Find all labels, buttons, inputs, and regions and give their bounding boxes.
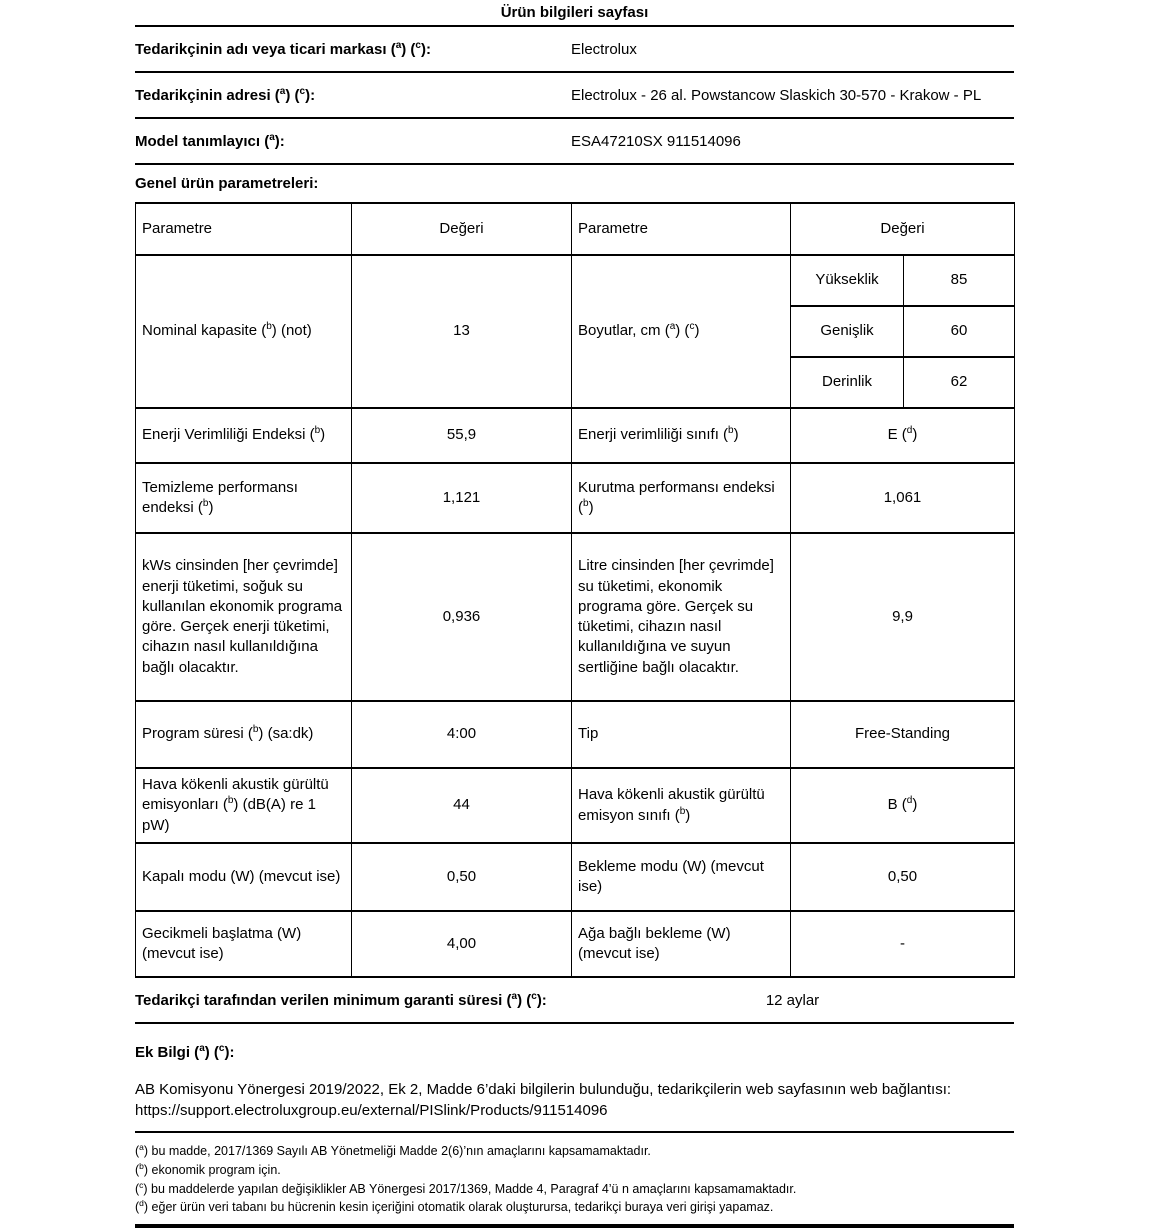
cleaning-index-value: 1,121 [352,463,572,533]
guarantee-row [135,978,1014,1024]
additional-info-text: AB Komisyonu Yönergesi 2019/2022, Ek 2, Madde 6’daki bilgilerin bulunduğu, tedarikçilerin web sayfasının web bağlantısı: https://support.electroluxgroup.eu/external/PISlink/Products/911514096 [135,1079,1014,1133]
footnote-c: ($^c$) bu maddelerde yapılan değişiklikler AB Yönergesi 2017/1369, Madde 4, Paragraf 4’ü n amaçlarını kapsamamaktadır. [135,1179,797,1196]
programme-duration-label: Program süresi ($^b$) (sa:dk) [136,701,352,768]
dimension-height-label: Yükseklik [791,255,904,306]
nominal-capacity-value: 13 [352,255,572,408]
standby-mode-value: 0,50 [791,843,1015,911]
footnote-d: ($^d$) eğer ürün veri tabanı bu hücrenin kesin içeriğini otomatik olarak oluşturursa, tedarikçi buraya veri girişi yapamaz. [135,1198,774,1215]
table-row-noise [136,768,1015,843]
energy-class-label: Enerji verimliliği sınıfı ($^b$) [572,408,791,463]
table-row-performance-index [136,463,1015,533]
off-mode-label: Kapalı modu (W) (mevcut ise) [136,843,352,911]
table-row-off-standby [136,843,1015,911]
programme-duration-value: 4:00 [352,701,572,768]
noise-emissions-label: Hava kökenli akustik gürültü emisyonları ($^b$) (dB(A) re 1 pW) [136,768,352,843]
supplier-address-value: Electrolux - 26 al. Powstancow Slaskich 30-570 - Krakow - PL [571,86,982,104]
table-row-duration-type [136,701,1015,768]
supplier-address-row [135,73,1014,119]
dimension-height-value: 85 [904,255,1015,306]
type-value: Free-Standing [791,701,1015,768]
cleaning-index-label: Temizleme performansı endeksi ($^b$) [136,463,352,533]
model-identifier-label: Model tanımlayıcı ($^a$): [135,131,285,150]
bottom-rule [135,1224,1014,1228]
drying-index-label: Kurutma performansı endeksi ($^b$) [572,463,791,533]
water-consumption-label: Litre cinsinden [her çevrimde] su tüketimi, ekonomik programa göre. Gerçek su tüketimi, cihazın nasıl kullanıldığına ve suyun sertliğine bağlı olacaktır. [572,533,791,701]
supplier-address-label: Tedarikçinin adresi ($^a$) ($^c$): [135,85,316,104]
standby-mode-label: Bekleme modu (W) (mevcut ise) [572,843,791,911]
eei-value: 55,9 [352,408,572,463]
general-parameters-heading: Genel ürün parametreleri: [135,175,319,192]
off-mode-value: 0,50 [352,843,572,911]
footnote-a: ($^a$) bu madde, 2017/1369 Sayılı AB Yönetmeliği Madde 2(6)’nın amaçlarını kapsamamaktadır. [135,1141,651,1158]
header-parametre-left: Parametre [136,203,352,255]
table-row-energy-index [136,408,1015,463]
dimension-width-label: Genişlik [791,306,904,357]
table-header-row [136,203,1015,255]
nominal-capacity-label: Nominal kapasite ($^b$) (not) [136,255,352,408]
energy-consumption-value: 0,936 [352,533,572,701]
supplier-name-label: Tedarikçinin adı veya ticari markası ($^a$) ($^c$): [135,39,431,58]
additional-info-heading: Ek Bilgi ($^a$) ($^c$): [135,1043,235,1061]
networked-standby-label: Ağa bağlı bekleme (W) (mevcut ise) [572,911,791,977]
footnote-b: ($^b$) ekonomik program için. [135,1160,281,1177]
guarantee-value: 12 aylar [765,991,820,1009]
supplier-name-row [135,27,1014,73]
delay-start-label: Gecikmeli başlatma (W) (mevcut ise) [136,911,352,977]
drying-index-value: 1,061 [791,463,1015,533]
guarantee-label: Tedarikçi tarafından verilen minimum garanti süresi ($^a$) ($^c$): [135,990,547,1009]
table-row-capacity-dimensions [136,255,1015,306]
table-row-consumption [136,533,1015,701]
networked-standby-value: - [791,911,1015,977]
header-degeri-right: Değeri [791,203,1015,255]
noise-emissions-value: 44 [352,768,572,843]
dimension-depth-label: Derinlik [791,357,904,408]
model-identifier-value: ESA47210SX 911514096 [571,132,741,150]
dimensions-label: Boyutlar, cm ($^a$) ($^c$) [572,255,791,408]
water-consumption-value: 9,9 [791,533,1015,701]
type-label: Tip [572,701,791,768]
header-parametre-right: Parametre [572,203,791,255]
table-row-delay-networked [136,911,1015,977]
noise-class-label: Hava kökenli akustik gürültü emisyon sınıfı ($^b$) [572,768,791,843]
noise-class-value: B ($^d$) [791,768,1015,843]
parameters-table [135,202,1015,978]
delay-start-value: 4,00 [352,911,572,977]
page-title: Ürün bilgileri sayfası [135,2,1014,27]
model-identifier-row [135,119,1014,165]
eei-label: Enerji Verimliliği Endeksi ($^b$) [136,408,352,463]
footnotes [135,1142,1014,1217]
energy-class-value: E ($^d$) [791,408,1015,463]
energy-consumption-label: kWs cinsinden [her çevrimde] enerji tüketimi, soğuk su kullanılan ekonomik programa göre. Gerçek enerji tüketimi, cihazın nasıl kullanıldığına bağlı olacaktır. [136,533,352,701]
supplier-name-value: Electrolux [571,40,637,58]
dimension-depth-value: 62 [904,357,1015,408]
header-degeri-left: Değeri [352,203,572,255]
dimension-width-value: 60 [904,306,1015,357]
